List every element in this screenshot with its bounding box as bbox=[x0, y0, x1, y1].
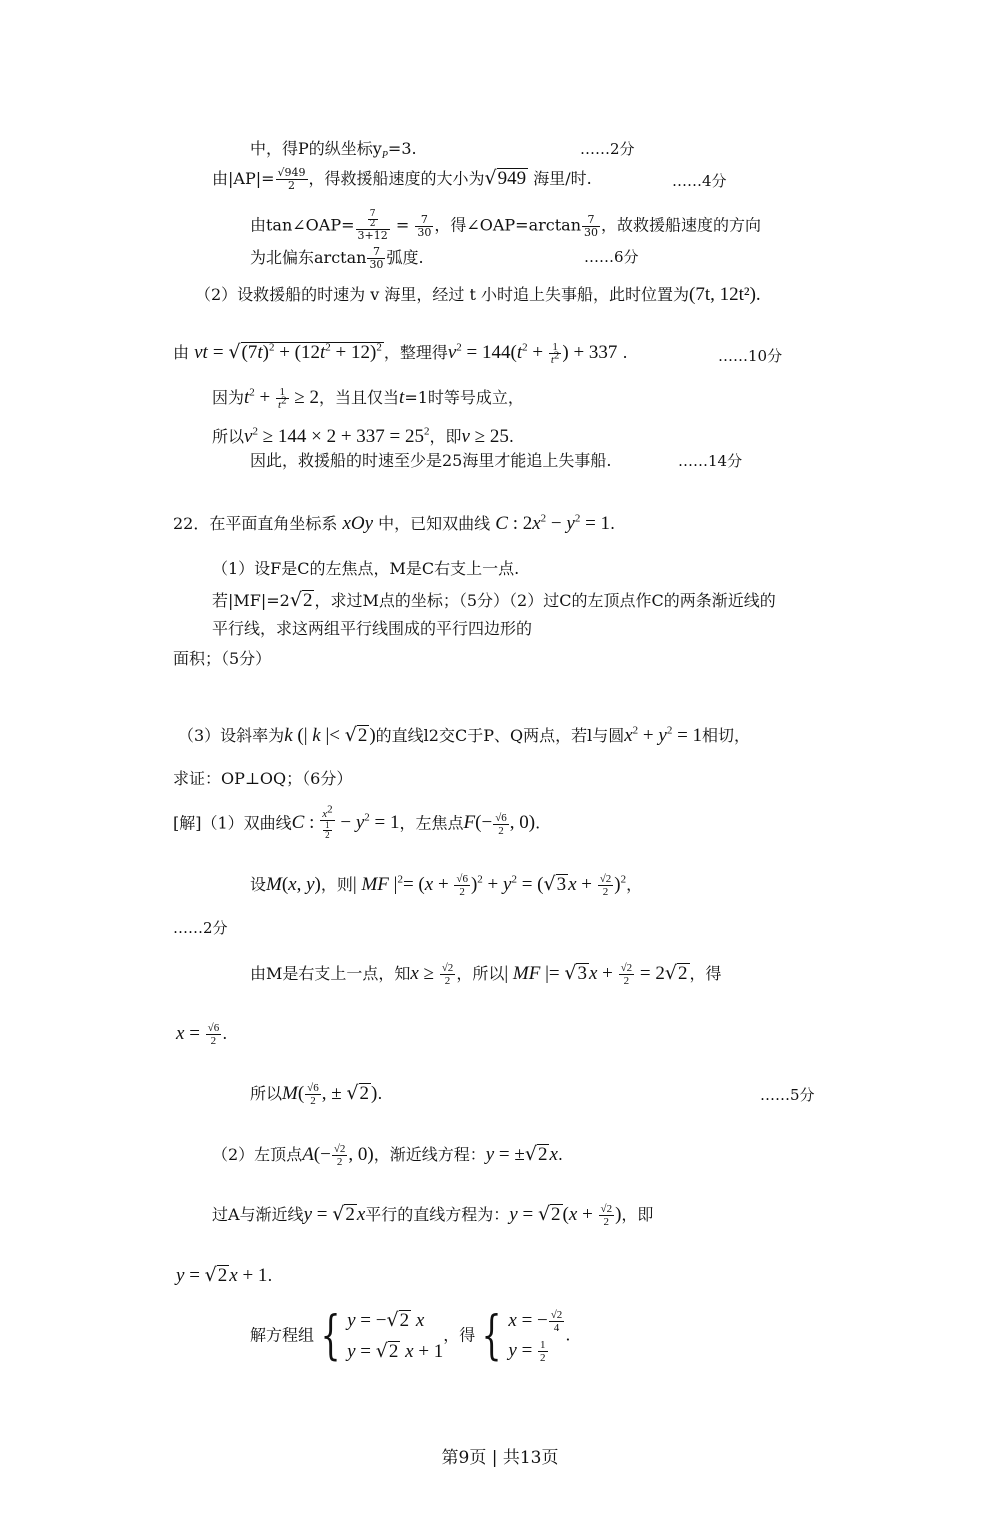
q22-part2-area: 面积；（5分） bbox=[173, 649, 272, 668]
line-vt-equation: 由 vt = $√(7t)^2 + (12t^2 + 12)^2$ ，整理得$v^2 = 144(t^2$ + $\frac{1}{t^2}$ ) + 337 . bbox=[173, 341, 628, 367]
solution-9: y = √2 x + 1. bbox=[176, 1264, 273, 1286]
score-14: ……14分 bbox=[678, 452, 743, 470]
score-4: ……4分 bbox=[672, 172, 727, 190]
line-conclusion: 因此，救援船的时速至少是25海里才能追上失事船. bbox=[250, 451, 612, 470]
solution-10: 解方程组 { y = −√2 x y = √2 x + 1，得 { x = − $\frac{√2}{4}$ y = $\frac{1}{2}$ . bbox=[250, 1306, 571, 1366]
score-10: ……10分 bbox=[718, 347, 783, 365]
solution-5: x = $\frac{√6}{2}$ . bbox=[176, 1022, 228, 1047]
line-tan-oap: 由tan∠OAP= $\frac{\frac{7}{2}}{3+12}$ = $\frac{7}{30}$ ，得∠OAP=arctan $\frac{7}{30}$ ，故救援船速度的方向 bbox=[250, 209, 762, 242]
fraction-sqrt949-over-2: $\frac{√949}{2}$ bbox=[277, 166, 306, 192]
solution-8: 过A与渐近线y = √2 x平行的直线方程为：y = √2 (x + $\frac{√2}{2}$ )，即 bbox=[212, 1203, 654, 1229]
line-v-bound: 所以$v^2 \ge 144 \times 2 + 337 = 25^2$，即v ≥ 25. bbox=[212, 425, 515, 447]
q22-part1-cond: 若|MF|=2√2 ，求过M点的坐标；（5分）（2）过C的左顶点作C的两条渐近线的 bbox=[212, 589, 776, 611]
q22-part2-cont: 平行线，求这两组平行线围成的平行四边形的 bbox=[212, 619, 533, 638]
solution-2: 设M(x, y)，则| MF $|^2= (x$ + $\frac{√6}{2}$ )$^2 + y^2 = (√3$ x + $\frac{√2}{2}$ )$^2$， bbox=[250, 873, 643, 899]
solution-4: 由M是右支上一点，知x ≥ $\frac{√2}{2}$ ，所以| MF |= √3 x + $\frac{√2}{2}$ = 2√2 ，得 bbox=[250, 962, 722, 988]
line-direction: 为北偏东arctan $\frac{7}{30}$ 弧度. bbox=[250, 245, 424, 271]
line-inequality: 因为$t^2$ + $\frac{1}{t^2}$ ≥ 2，当且仅当t=1时等号成立， bbox=[212, 386, 524, 411]
line-part2-intro: （2）设救援船的时速为 v 海里，经过 t 小时追上失事船，此时位置为(7t, 12t²). bbox=[195, 284, 761, 305]
page-number: 第9页 | 共13页 bbox=[441, 1448, 559, 1468]
score-2b: ……2分 bbox=[173, 919, 228, 937]
score-2: ……2分 bbox=[580, 140, 635, 158]
q22-part1: （1）设F是C的左焦点，M是C右支上一点. bbox=[212, 559, 520, 578]
q22-part3-prove: 求证：OP⊥OQ；（6分） bbox=[173, 769, 353, 788]
score-5: ……5分 bbox=[760, 1086, 815, 1104]
score-6: ……6分 bbox=[584, 248, 639, 266]
solution-6: 所以M( $\frac{√6}{2}$ , ± √2 ). bbox=[250, 1082, 383, 1108]
q22-part3: （3）设斜率为k (| k |< √2 )的直线l2交C于P、Q两点，若l与圆$x^2 + y^2 = 1$相切， bbox=[178, 724, 751, 746]
solution-1: [解]（1）双曲线C : $\frac{x^2}{\frac{1}{2}}$ − $y^2 = 1$，左焦点F(− $\frac{√6}{2}$ , 0). bbox=[173, 803, 541, 840]
solution-7: （2）左顶点A(− $\frac{√2}{2}$ , 0)，渐近线方程：y = ±√2 x. bbox=[212, 1143, 563, 1169]
line-ap-speed: 由|AP|= $\frac{√949}{2}$ ，得救援船速度的大小为√949 海里/时. bbox=[212, 166, 592, 192]
line-py: 中，得P的纵坐标$y_P=3$. bbox=[250, 139, 417, 162]
question-22: 22．在平面直角坐标系 xOy 中，已知双曲线 C : $2x^2 - y^2 = 1$. bbox=[173, 512, 616, 534]
